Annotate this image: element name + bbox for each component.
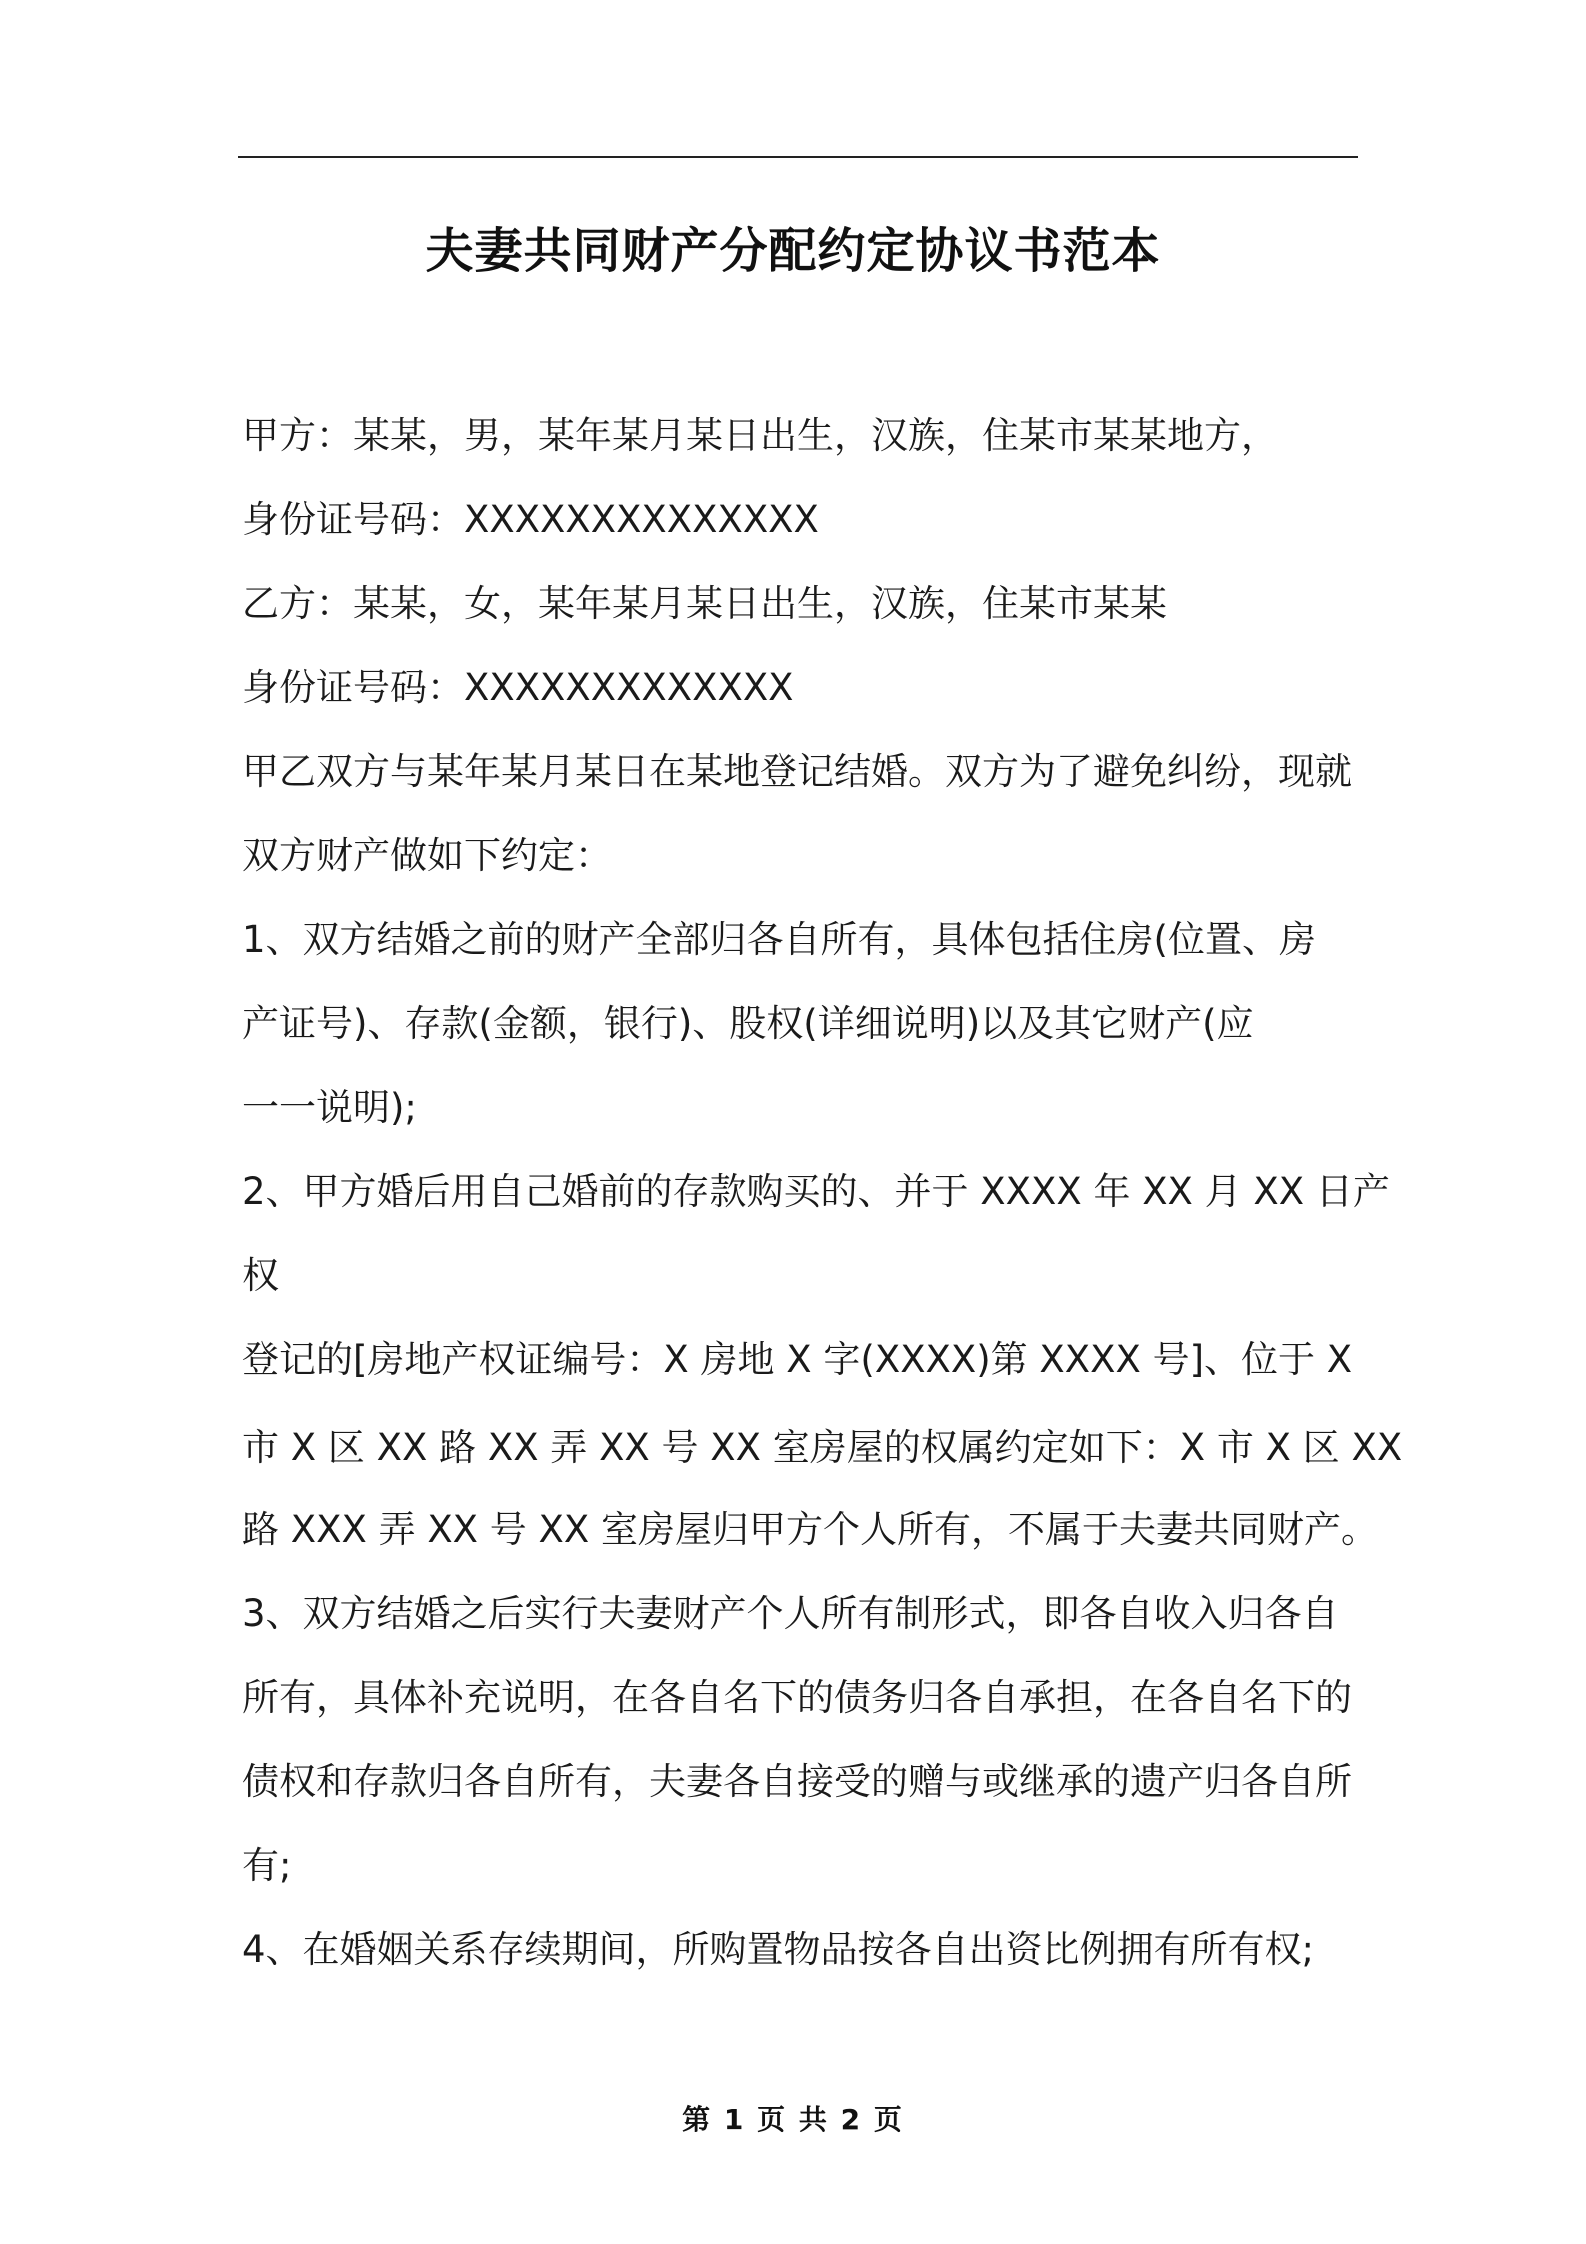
paragraph-line: 有;	[242, 1844, 292, 1887]
page-number: 第 1 页 共 2 页	[682, 2103, 904, 2136]
paragraph-line: 3、双方结婚之后实行夫妻财产个人所有制形式，即各自收入归各自	[242, 1592, 1339, 1635]
paragraph-line: 产证号)、存款(金额，银行)、股权(详细说明)以及其它财产(应	[242, 1002, 1254, 1045]
paragraph-line: 双方财产做如下约定：	[242, 834, 612, 877]
paragraph-line: 4、在婚姻关系存续期间，所购置物品按各自出资比例拥有所有权;	[242, 1928, 1315, 1971]
paragraph-line: 一一说明);	[242, 1086, 417, 1129]
document-title: 夫妻共同财产分配约定协议书范本	[425, 223, 1161, 279]
paragraph-line: 债权和存款归各自所有，夫妻各自接受的赠与或继承的遗产归各自所	[242, 1760, 1352, 1803]
paragraph-line: 登记的[房地产权证编号：X 房地 X 字(XXXX)第 XXXX 号]、位于 X	[242, 1338, 1353, 1381]
paragraph-line: 身份证号码：XXXXXXXXXXXXX	[242, 666, 794, 709]
paragraph-line: 甲方：某某，男，某年某月某日出生，汉族，住某市某某地方，	[242, 414, 1278, 457]
paragraph-line: 1、双方结婚之前的财产全部归各自所有，具体包括住房(位置、房	[242, 918, 1316, 961]
header-rule	[238, 156, 1358, 158]
paragraph-line: 所有，具体补充说明，在各自名下的债务归各自承担，在各自名下的	[242, 1676, 1352, 1719]
paragraph-line: 乙方：某某，女，某年某月某日出生，汉族，住某市某某	[242, 582, 1167, 625]
paragraph-line: 身份证号码：XXXXXXXXXXXXXX	[242, 498, 819, 541]
paragraph-line: 市 X 区 XX 路 XX 弄 XX 号 XX 室房屋的权属约定如下：X 市 X 区 XX	[242, 1426, 1403, 1469]
paragraph-line: 路 XXX 弄 XX 号 XX 室房屋归甲方个人所有，不属于夫妻共同财产。	[242, 1508, 1378, 1551]
paragraph-line: 2、甲方婚后用自己婚前的存款购买的、并于 XXXX 年 XX 月 XX 日产	[242, 1170, 1390, 1213]
paragraph-line: 甲乙双方与某年某月某日在某地登记结婚。双方为了避免纠纷，现就	[242, 750, 1352, 793]
paragraph-line: 权	[242, 1254, 279, 1297]
